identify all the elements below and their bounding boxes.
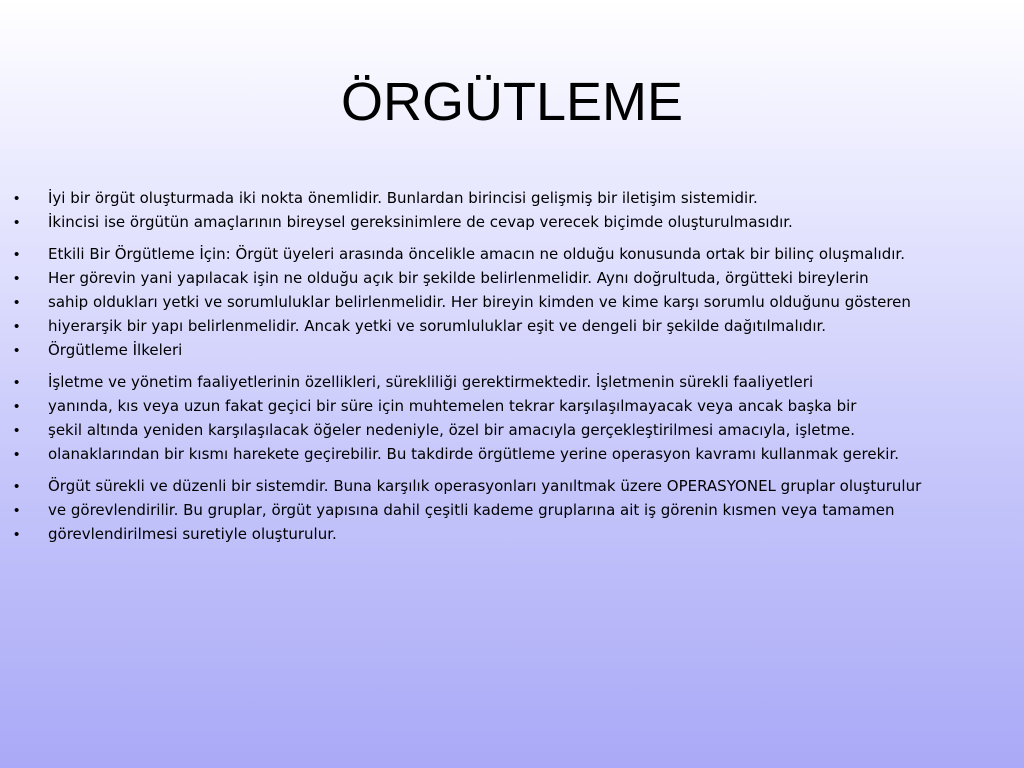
list-item [10,374,1022,391]
list-item-text: Örgütleme İlkeleri [48,341,183,359]
bullet-icon: • [14,246,20,263]
bullet-icon: • [14,342,20,359]
list-item-text: ve görevlendirilir. Bu gruplar, örgüt yapısına dahil çeşitli kademe gruplarına ait iş görenin kısmen veya tamamen [48,501,895,519]
list-item-text: sahip oldukları yetki ve sorumluluklar belirlenmelidir. Her bireyin kimden ve kime karşı sorumlu olduğunu gösteren [48,293,911,311]
list-item [10,294,1022,311]
list-item-text: yanında, kıs veya uzun fakat geçici bir süre için muhtemelen tekrar karşılaşılmayacak veya ancak başka bir [48,397,857,415]
list-item [10,318,1022,335]
bullet-icon: • [14,526,20,543]
list-item-text: Her görevin yani yapılacak işin ne olduğu açık bir şekilde belirlenmelidir. Aynı doğrultuda, örgütteki bireylerin [48,269,869,287]
list-item [10,446,1022,463]
list-item-text: İyi bir örgüt oluşturmada iki nokta önemlidir. Bunlardan birincisi gelişmiş bir iletişim sistemidir. [48,189,758,207]
list-item [10,526,1022,543]
bullet-icon: • [14,318,20,335]
list-item [10,398,1022,415]
bullet-icon: • [14,478,20,495]
bullet-icon: • [14,422,20,439]
list-item [10,422,1022,439]
bullet-icon: • [14,214,20,231]
list-item [10,246,1022,263]
list-item-text: olanaklarından bir kısmı harekete geçirebilir. Bu takdirde örgütleme yerine operasyon kavramı kullanmak gerekir. [48,445,900,463]
bullet-icon: • [14,446,20,463]
list-item [10,190,1022,207]
list-item [10,502,1022,519]
list-item-text: Etkili Bir Örgütleme İçin: Örgüt üyeleri arasında öncelikle amacın ne olduğu konusunda ortak bir bilinç oluşmalıdır. [48,245,905,263]
bullet-icon: • [14,374,20,391]
bullet-icon: • [14,294,20,311]
list-item-text: şekil altında yeniden karşılaşılacak öğeler nedeniyle, özel bir amacıyla gerçekleştirilmesi amacıyla, işletme. [48,421,856,439]
bullet-icon: • [14,190,20,207]
list-item-text: İkincisi ise örgütün amaçlarının bireysel gereksinimlere de cevap verecek biçimde oluşturulmasıdır. [48,213,793,231]
list-item-text: hiyerarşik bir yapı belirlenmelidir. Ancak yetki ve sorumluluklar eşit ve dengeli bir şekilde dağıtılmalıdır. [48,317,827,335]
list-item [10,478,1022,495]
bullet-icon: • [14,270,20,287]
list-item-text: görevlendirilmesi suretiyle oluşturulur. [48,525,337,543]
bullet-list [10,190,1022,550]
bullet-icon: • [14,502,20,519]
list-item-text: Örgüt sürekli ve düzenli bir sistemdir. Buna karşılık operasyonları yanıltmak üzere OPERASYONEL gruplar oluşturulur [48,477,922,495]
list-item [10,214,1022,231]
list-item [10,342,1022,359]
list-item-text: İşletme ve yönetim faaliyetlerinin özellikleri, sürekliliği gerektirmektedir. İşletmenin sürekli faaliyetleri [48,373,814,391]
bullet-icon: • [14,398,20,415]
slide-title: ÖRGÜTLEME [340,72,684,132]
list-item [10,270,1022,287]
